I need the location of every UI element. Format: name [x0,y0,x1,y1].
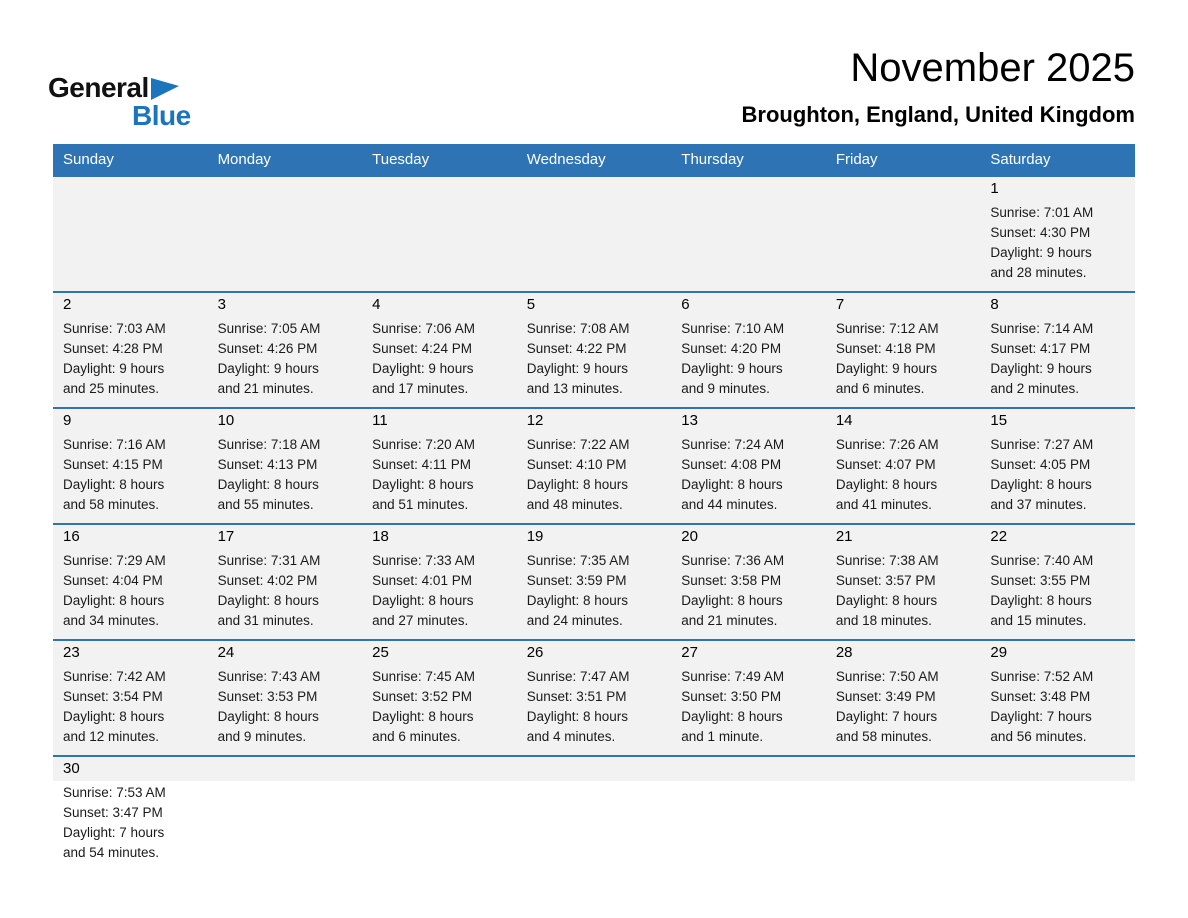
sun-info-line: Sunset: 4:01 PM [372,573,472,588]
sun-info-line: Daylight: 8 hours [990,593,1092,608]
sun-info-line: and 24 minutes. [526,613,623,628]
sun-info-line: Daylight: 8 hours [217,477,319,492]
sun-info-line: Sunset: 4:05 PM [990,457,1091,472]
sun-info-line: and 58 minutes. [835,729,932,744]
sun-info-line: Daylight: 8 hours [372,709,474,724]
sun-info-line: Sunset: 4:22 PM [526,341,627,356]
day-cell [362,293,517,407]
sun-info-line: Sunset: 4:10 PM [526,457,627,472]
sun-info-line: Daylight: 9 hours [372,361,474,376]
empty-cell [517,177,672,291]
sun-info-line: Sunset: 4:26 PM [217,341,318,356]
sun-info-line: and 37 minutes. [990,497,1087,512]
sun-info-line: Sunset: 3:50 PM [681,689,782,704]
sun-info-line: Sunrise: 7:31 AM [217,553,321,568]
sun-info-line: and 54 minutes. [63,845,160,860]
sun-info-line: and 58 minutes. [63,497,160,512]
sun-info-line: and 56 minutes. [990,729,1087,744]
day-number: 22 [990,528,1008,545]
sun-info-line: Sunset: 3:53 PM [217,689,318,704]
sun-info-line: Sunset: 3:51 PM [526,689,627,704]
day-cell [517,409,672,523]
sun-info-line: Sunrise: 7:43 AM [217,669,321,684]
sun-info-line: and 4 minutes. [526,729,616,744]
sun-info-line: Sunrise: 7:47 AM [526,669,630,684]
sun-info-line: Sunrise: 7:12 AM [835,321,939,336]
week-row [53,175,1135,291]
sun-info-line: Daylight: 9 hours [526,361,629,376]
sun-info-line: Sunset: 3:57 PM [835,573,936,588]
day-number: 3 [217,296,226,313]
day-number: 26 [526,644,544,661]
day-cell [826,409,981,523]
day-number: 12 [526,412,544,429]
sun-info-line: Sunset: 3:48 PM [990,689,1091,704]
empty-cell [517,757,672,871]
empty-cell [826,177,981,291]
sun-info-line: Sunrise: 7:40 AM [990,553,1094,568]
sun-info-line: Daylight: 9 hours [835,361,938,376]
sun-info-line: Sunrise: 7:24 AM [681,437,785,452]
day-number: 15 [990,412,1008,429]
sun-info-line: Sunrise: 7:22 AM [526,437,630,452]
general-blue-logo [48,74,191,130]
sun-info-line: Daylight: 7 hours [835,709,938,724]
day-number: 14 [835,412,853,429]
day-name-friday: Friday [835,151,878,168]
titles [742,44,1136,128]
sun-info-line: Sunset: 3:54 PM [63,689,163,704]
sun-info-line: Sunrise: 7:26 AM [835,437,939,452]
sun-info-line: Sunrise: 7:18 AM [217,437,321,452]
day-cell [362,525,517,639]
sun-info-line: Sunset: 4:20 PM [681,341,782,356]
sun-info-line: and 18 minutes. [835,613,932,628]
empty-cell [208,757,363,871]
day-number: 17 [217,528,235,545]
sun-info-line: Daylight: 9 hours [63,361,165,376]
sun-info-line: and 31 minutes. [217,613,314,628]
sun-info-line: Sunrise: 7:36 AM [681,553,785,568]
sun-info-line: Sunrise: 7:29 AM [63,553,166,568]
day-cell [671,525,826,639]
day-number: 16 [63,528,80,545]
day-cell [208,409,363,523]
day-name-tuesday: Tuesday [372,151,430,168]
day-number: 8 [990,296,999,313]
sun-info-line: Sunset: 4:17 PM [990,341,1091,356]
empty-cell [980,757,1135,871]
day-cell [53,293,208,407]
sun-info-line: Sunset: 4:07 PM [835,457,936,472]
sun-info-line: Sunrise: 7:16 AM [63,437,166,452]
empty-cell [53,177,208,291]
sun-info-line: Sunrise: 7:53 AM [63,785,166,800]
sun-info-line: and 51 minutes. [372,497,469,512]
day-number: 2 [63,296,72,313]
day-cell [671,293,826,407]
day-number: 20 [681,528,698,545]
day-number: 28 [835,644,853,661]
day-cell [208,525,363,639]
page-title: November 2025 [850,46,1135,90]
sun-info-line: Daylight: 9 hours [217,361,319,376]
sun-info-line: Sunrise: 7:52 AM [990,669,1094,684]
sun-info-line: and 44 minutes. [681,497,778,512]
day-name-sunday: Sunday [63,151,114,168]
day-cell [362,641,517,755]
sun-info-line: and 41 minutes. [835,497,932,512]
sun-info-line: Sunset: 4:02 PM [217,573,318,588]
week-row [53,291,1135,407]
day-name-wednesday: Wednesday [526,151,606,168]
day-number: 23 [63,644,80,661]
day-cell [671,641,826,755]
day-cell [671,409,826,523]
day-cell [517,525,672,639]
sun-info-line: and 1 minute. [681,729,764,744]
sun-info-line: and 55 minutes. [217,497,314,512]
sun-info-line: Sunset: 4:04 PM [63,573,163,588]
sun-info-line: Sunrise: 7:08 AM [526,321,630,336]
sun-info-line: Sunrise: 7:50 AM [835,669,939,684]
sun-info-line: Daylight: 8 hours [372,593,474,608]
day-number: 21 [835,528,853,545]
sun-info-line: and 17 minutes. [372,381,469,396]
sun-info-line: Sunrise: 7:01 AM [990,205,1094,220]
sun-info-line: Sunset: 4:13 PM [217,457,318,472]
sun-info-line: Sunset: 4:15 PM [63,457,163,472]
sun-info-line: Daylight: 8 hours [217,709,319,724]
day-number: 7 [835,296,845,313]
sun-info-line: Sunrise: 7:20 AM [372,437,475,452]
sun-info-line: and 9 minutes. [681,381,770,396]
day-cell [517,641,672,755]
sun-info-line: and 21 minutes. [681,613,778,628]
day-cell [980,525,1135,639]
day-number: 24 [217,644,235,661]
day-cell [826,641,981,755]
day-name-saturday: Saturday [990,151,1051,168]
day-number: 5 [526,296,536,313]
day-number: 18 [372,528,389,545]
empty-cell [671,177,826,291]
sun-info-line: Daylight: 8 hours [63,709,165,724]
sun-info-line: Daylight: 7 hours [990,709,1092,724]
week-row [53,523,1135,639]
sun-info-line: Daylight: 8 hours [217,593,319,608]
sun-info-line: Daylight: 8 hours [63,593,165,608]
week-row [53,639,1135,755]
day-cell [53,757,208,871]
sun-info-line: Sunrise: 7:49 AM [681,669,785,684]
sun-info-line: and 28 minutes. [990,265,1087,280]
sun-info-line: Daylight: 8 hours [835,593,938,608]
sun-info-line: and 2 minutes. [990,381,1079,396]
calendar-grid [53,175,1135,871]
sun-info-line: Daylight: 8 hours [681,477,783,492]
sun-info-line: Sunset: 3:58 PM [681,573,782,588]
sun-info-line: Daylight: 9 hours [990,361,1092,376]
page-header [0,0,1188,144]
empty-cell [826,757,981,871]
sun-info-line: Daylight: 8 hours [990,477,1092,492]
sun-info-line: Daylight: 8 hours [526,709,629,724]
sun-info-line: Daylight: 9 hours [990,245,1092,260]
day-number: 11 [372,412,388,429]
day-cell [53,409,208,523]
sun-info-line: and 13 minutes. [526,381,623,396]
sun-info-line: Sunset: 4:08 PM [681,457,782,472]
empty-cell [362,757,517,871]
sun-info-line: and 48 minutes. [526,497,623,512]
logo-text-general: General [48,72,149,103]
day-number: 13 [681,412,698,429]
sun-info-line: Sunrise: 7:10 AM [681,321,785,336]
page-subtitle: Broughton, England, United Kingdom [741,102,1135,127]
sun-info-line: Daylight: 7 hours [63,825,165,840]
sun-info-line: Daylight: 8 hours [681,709,783,724]
day-cell [362,409,517,523]
day-number: 1 [990,180,999,197]
sun-info-line: Sunset: 3:59 PM [526,573,627,588]
sun-info-line: Sunset: 3:49 PM [835,689,936,704]
sun-info-line: and 34 minutes. [63,613,160,628]
day-number: 25 [372,644,389,661]
sun-info-line: Daylight: 8 hours [835,477,938,492]
sun-info-line: Sunset: 4:11 PM [372,457,471,472]
week-row [53,755,1135,871]
sun-info-line: Sunrise: 7:45 AM [372,669,475,684]
sun-info-line: and 6 minutes. [372,729,461,744]
day-cell [826,525,981,639]
day-cell [208,293,363,407]
empty-cell [208,177,363,291]
sun-info-line: Sunset: 4:18 PM [835,341,936,356]
sun-info-line: and 12 minutes. [63,729,160,744]
sun-info-line: and 9 minutes. [217,729,307,744]
sun-info-line: Sunrise: 7:42 AM [63,669,166,684]
sun-info-line: Daylight: 8 hours [526,477,629,492]
sun-info-line: Sunrise: 7:38 AM [835,553,939,568]
sun-info-line: Sunrise: 7:27 AM [990,437,1094,452]
day-number: 9 [63,412,72,429]
sun-info-line: Sunrise: 7:33 AM [372,553,475,568]
sun-info-line: Sunrise: 7:06 AM [372,321,475,336]
day-cell [980,409,1135,523]
empty-cell [671,757,826,871]
day-name-monday: Monday [217,151,271,168]
day-cell [980,177,1135,291]
logo-text-blue: Blue [132,100,191,131]
day-number: 30 [63,760,80,777]
sun-info-line: and 25 minutes. [63,381,160,396]
sun-info-line: Daylight: 9 hours [681,361,783,376]
sun-info-line: Sunrise: 7:05 AM [217,321,321,336]
day-name-thursday: Thursday [681,151,744,168]
empty-cell [362,177,517,291]
sun-info-line: Daylight: 8 hours [681,593,783,608]
day-cell [208,641,363,755]
sun-info-line: Sunset: 4:30 PM [990,225,1091,240]
day-cell [826,293,981,407]
day-number: 27 [681,644,698,661]
day-number: 29 [990,644,1008,661]
day-cell [980,641,1135,755]
sun-info-line: Sunset: 4:24 PM [372,341,472,356]
sun-info-line: and 27 minutes. [372,613,469,628]
day-cell [53,525,208,639]
day-cell [517,293,672,407]
day-names-row [53,144,1135,175]
day-number: 10 [217,412,235,429]
sun-info-line: Daylight: 8 hours [372,477,474,492]
calendar [53,144,1135,871]
sun-info-line: and 15 minutes. [990,613,1087,628]
day-cell [53,641,208,755]
sun-info-line: Daylight: 8 hours [63,477,165,492]
sun-info-line: Sunrise: 7:03 AM [63,321,166,336]
week-row [53,407,1135,523]
sun-info-line: Sunset: 4:28 PM [63,341,163,356]
sun-info-line: Sunset: 3:52 PM [372,689,472,704]
day-cell [980,293,1135,407]
day-number: 4 [372,296,381,313]
sun-info-line: Sunrise: 7:35 AM [526,553,630,568]
sun-info-line: Daylight: 8 hours [526,593,629,608]
sun-info-line: Sunrise: 7:14 AM [990,321,1094,336]
sun-info-line: Sunset: 3:55 PM [990,573,1091,588]
sun-info-line: and 6 minutes. [835,381,925,396]
day-number: 19 [526,528,544,545]
sun-info-line: Sunset: 3:47 PM [63,805,163,820]
day-number: 6 [681,296,690,313]
sun-info-line: and 21 minutes. [217,381,314,396]
